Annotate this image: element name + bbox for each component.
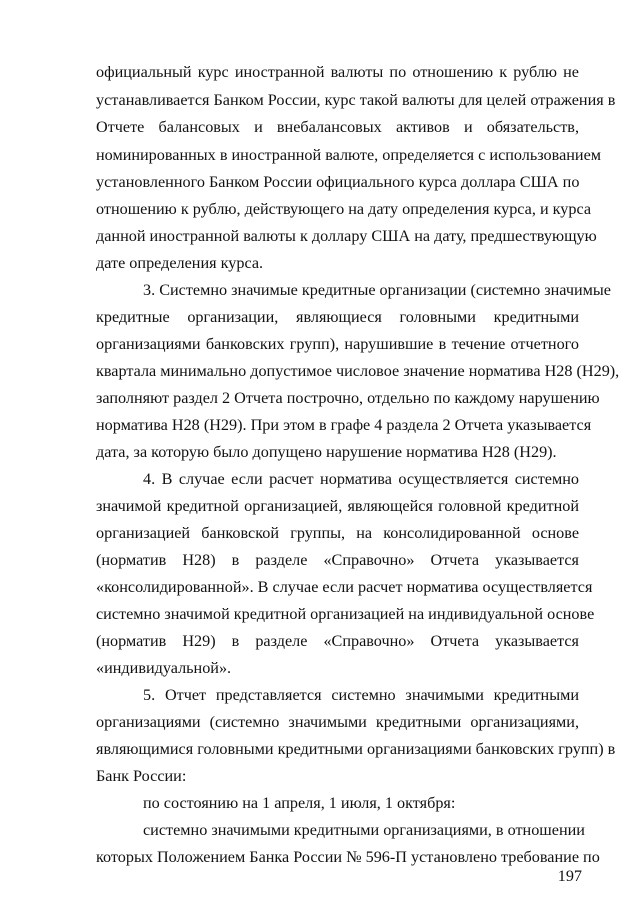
text-line: организацией банковской группы, на консолидированной основе <box>96 524 579 542</box>
text-line: кредитные организации, являющиеся головными кредитными <box>96 308 579 326</box>
text-line: устанавливается Банком России, курс такой валюты для целей отражения в <box>96 91 616 109</box>
text-line: организациями банковских групп), нарушившие в течение отчетного <box>96 335 579 353</box>
text-line: системно значимыми кредитными организациями, в отношении <box>143 821 585 839</box>
text-line: норматива Н28 (Н29). При этом в графе 4 раздела 2 Отчета указывается <box>96 416 592 434</box>
text-line: системно значимой кредитной организацией на индивидуальной основе <box>96 605 595 623</box>
text-line: 4. В случае если расчет норматива осуществляется системно <box>143 470 579 488</box>
page-number: 197 <box>557 867 582 885</box>
text-line: квартала минимально допустимое числовое значение норматива Н28 (Н29), <box>96 362 620 380</box>
text-line: которых Положением Банка России № 596-П установлено требование по <box>96 848 600 866</box>
text-line: по состоянию на 1 апреля, 1 июля, 1 октября: <box>143 794 456 812</box>
text-line: заполняют раздел 2 Отчета построчно, отдельно по каждому нарушению <box>96 389 600 407</box>
text-line: Банк России: <box>96 767 187 785</box>
text-line: 3. Системно значимые кредитные организации (системно значимые <box>143 281 611 299</box>
text-line: Отчете балансовых и внебалансовых активов и обязательств, <box>96 118 579 136</box>
text-line: официальный курс иностранной валюты по отношению к рублю не <box>96 63 579 81</box>
text-line: «индивидуальной». <box>96 659 232 677</box>
text-line: дата, за которую было допущено нарушение норматива Н28 (Н29). <box>96 443 557 461</box>
text-line: дате определения курса. <box>96 254 264 272</box>
text-line: отношению к рублю, действующего на дату определения курса, и курса <box>96 200 592 218</box>
text-line: организациями (системно значимыми кредитными организациями, <box>96 713 579 731</box>
text-line: (норматив Н29) в разделе «Справочно» Отчета указывается <box>96 632 579 650</box>
text-line: значимой кредитной организацией, являющейся головной кредитной <box>96 497 579 515</box>
text-line: «консолидированной». В случае если расчет норматива осуществляется <box>96 578 593 596</box>
text-line: 5. Отчет представляется системно значимыми кредитными <box>143 686 579 704</box>
text-line: (норматив Н28) в разделе «Справочно» Отчета указывается <box>96 551 579 569</box>
text-line: являющимися головными кредитными организациями банковских групп) в <box>96 740 616 758</box>
text-line: данной иностранной валюты к доллару США на дату, предшествующую <box>96 227 597 245</box>
text-line: номинированных в иностранной валюте, определяется с использованием <box>96 146 602 164</box>
text-line: установленного Банком России официального курса доллара США по <box>96 173 580 191</box>
